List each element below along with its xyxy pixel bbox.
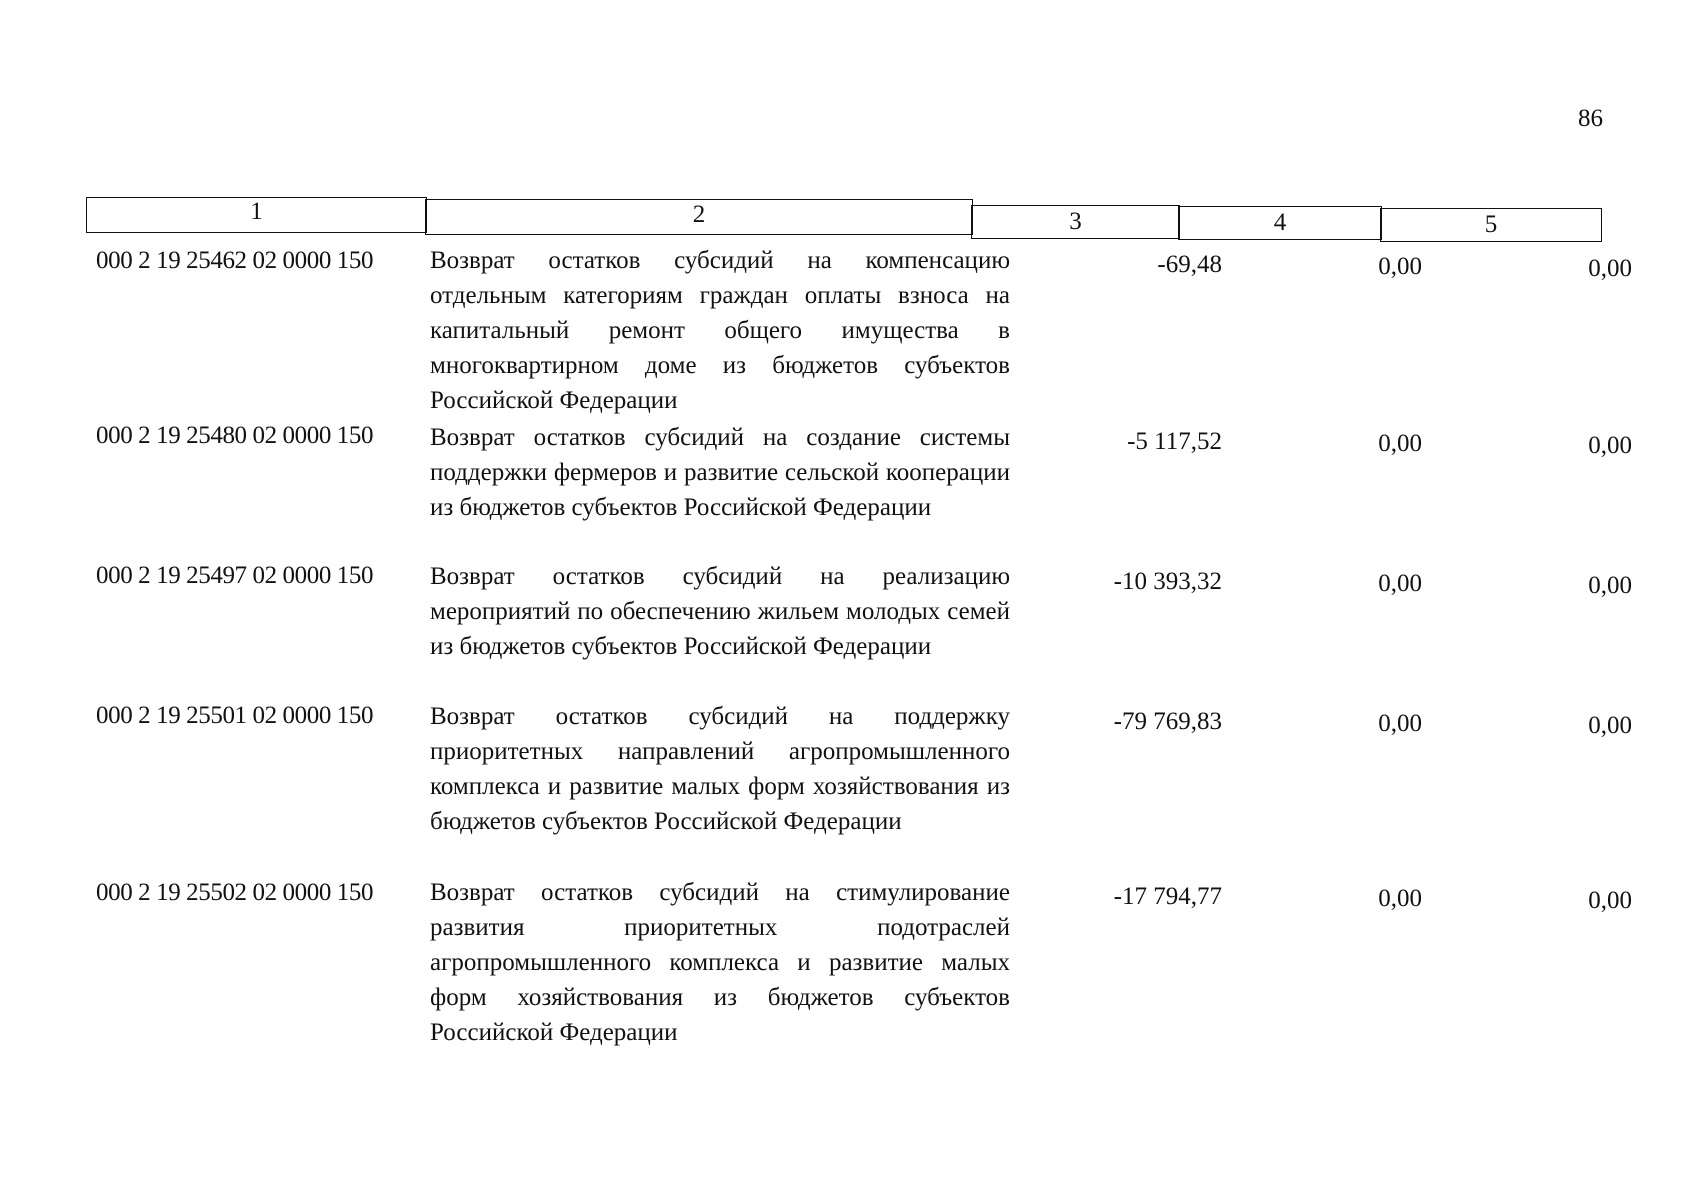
row-code: 000 2 19 25480 02 0000 150 [96,422,374,449]
row-description: Возврат остатков субсидий на компенсацию отдельным категориям граждан оплаты взноса на капитальный ремонт общего имущества в многоквартирном доме из бюджетов субъектов Российской Федерации [430,247,1010,414]
page-number: 86 [1578,105,1603,132]
row-col4-value: 0,00 [1378,885,1422,912]
row-col4-value: 0,00 [1378,430,1422,457]
row-col5-value: 0,00 [1588,887,1632,914]
row-code: 000 2 19 25502 02 0000 150 [96,879,374,906]
row-col4-value: 0,00 [1378,253,1422,280]
row-col5-value: 0,00 [1588,432,1632,459]
table-header [86,197,1652,242]
row-col4-value: 0,00 [1378,710,1422,737]
row-description: Возврат остатков субсидий на реализацию мероприятий по обеспечению жильем молодых семей из бюджетов субъектов Российской Федерации [430,563,1010,660]
row-col5-value: 0,00 [1588,255,1632,282]
row-col3-value: -17 794,77 [1113,883,1222,910]
header-col-4: 4 [1178,206,1382,240]
header-col-2: 2 [425,199,973,235]
row-description: Возврат остатков субсидий на стимулирование развития приоритетных подотраслей агропромышленного комплекса и развитие малых форм хозяйствования из бюджетов субъектов Российской Федерации [430,879,1010,1046]
row-code: 000 2 19 25501 02 0000 150 [96,702,374,729]
row-col3-value: -79 769,83 [1113,708,1222,735]
row-code: 000 2 19 25462 02 0000 150 [96,247,374,274]
row-col3-value: -10 393,32 [1113,568,1222,595]
row-description: Возврат остатков субсидий на создание системы поддержки фермеров и развитие сельской кооперации из бюджетов субъектов Российской Федерации [430,424,1010,521]
row-col5-value: 0,00 [1588,712,1632,739]
row-col5-value: 0,00 [1588,572,1632,599]
row-description: Возврат остатков субсидий на поддержку приоритетных направлений агропромышленного комплекса и развитие малых форм хозяйствования из бюджетов субъектов Российской Федерации [430,703,1010,835]
header-col-3: 3 [971,205,1180,239]
row-col3-value: -69,48 [1157,251,1222,278]
header-col-5: 5 [1380,208,1602,242]
row-code: 000 2 19 25497 02 0000 150 [96,562,374,589]
row-col4-value: 0,00 [1378,570,1422,597]
header-col-1: 1 [86,197,427,233]
row-col3-value: -5 117,52 [1127,428,1222,455]
